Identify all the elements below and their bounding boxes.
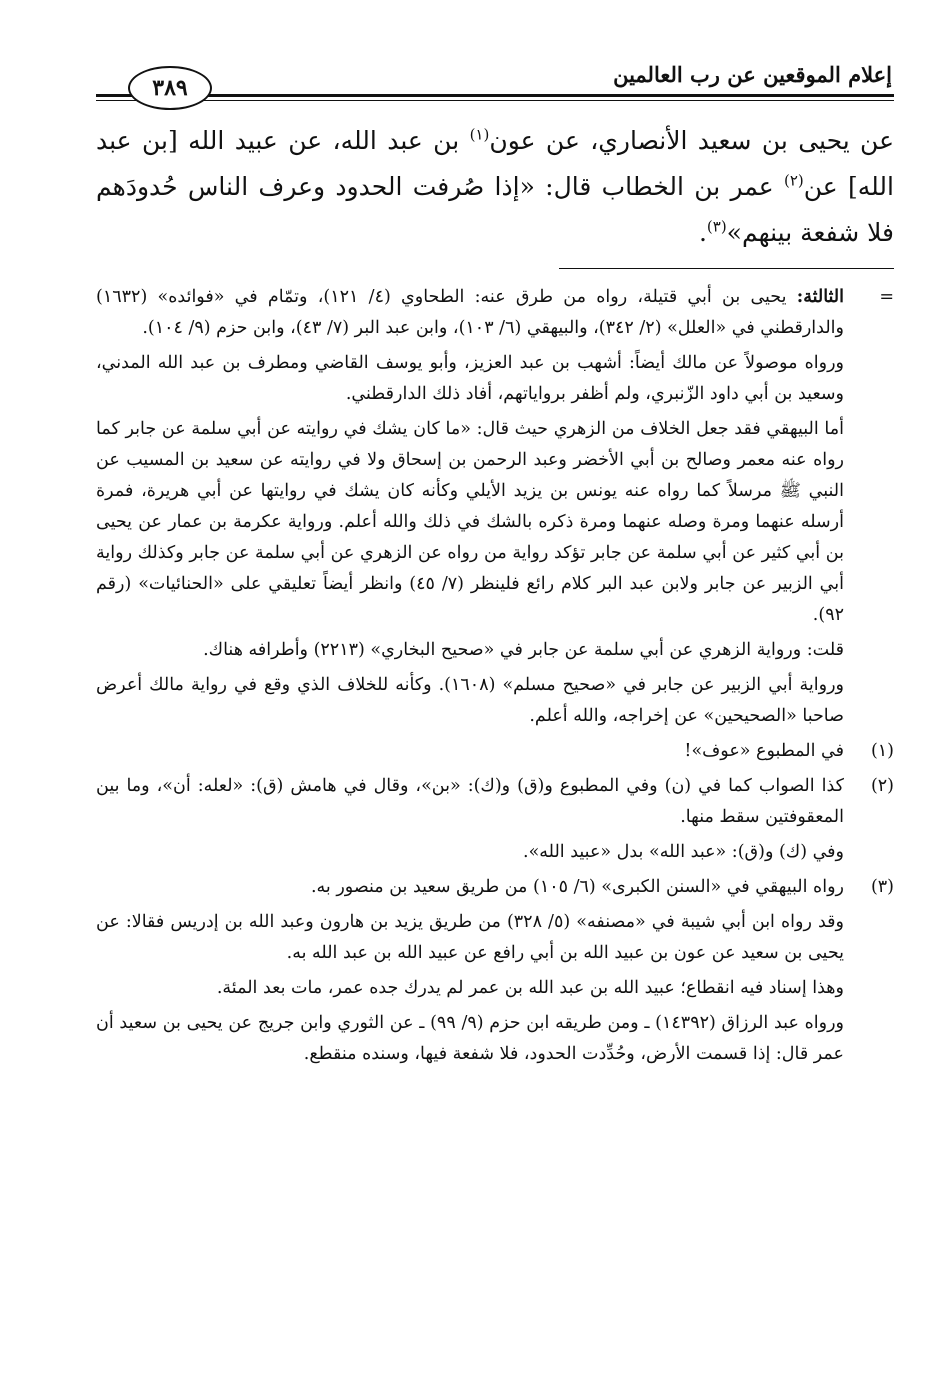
footnote-number: (٣) (870, 877, 894, 897)
footnote-paragraph: ورواية أبي الزبير عن جابر في «صحيح مسلم» (١٦٠٨). وكأنه للخلاف الذي وقع في رواية مالك أعرض صاحبا «الصحيحين» عن إخراجه، والله أعلم. (96, 675, 844, 726)
continuation-mark: = (879, 287, 894, 307)
main-paragraph (96, 118, 894, 256)
running-header-title: إعلام الموقعين عن رب العالمين (613, 62, 892, 87)
third-text: يحيى بن أبي قتيلة، رواه من طرق عنه: الطحاوي (٤/ ١٢١)، وتمّام في «فوائده» (١٦٣٢) والدارقطني في «العلل» (٢/ ٣٤٢)، والبيهقي (٦/ ١٠٣)، وابن عبد البر (٧/ ٤٣)، وابن حزم (٩/ ١٠٤). (96, 287, 844, 338)
footnote-continuation (96, 282, 894, 344)
footnote-paragraph: ورواه موصولاً عن مالك أيضاً: أشهب بن عبد العزيز، وأبو يوسف القاضي ومطرف بن عبد الله المدني، وسعيد بن أبي داود الزّنبري، ولم أظفر برواياتهم، أفاد ذلك الدارقطني. (96, 353, 844, 404)
footnote-text: كذا الصواب كما في (ن) وفي المطبوع و(ق) و(ك): «بن»، وقال في هامش (ق): «لعله: أن»، وما بين المعقوفتين سقط منها. (96, 776, 844, 827)
page-number (128, 66, 212, 110)
header-rule (96, 94, 894, 97)
footnote-ref-2: (٢) (783, 171, 804, 190)
main-text (96, 118, 894, 256)
main-text-end: . (698, 218, 707, 247)
footnote-3 (96, 872, 894, 903)
footnote-ref-1: (١) (469, 125, 490, 144)
page-number-text: ٣٨٩ (152, 75, 188, 101)
footnote-paragraph: وهذا إسناد فيه انقطاع؛ عبيد الله بن عبد الله بن عمر لم يدرك جده عمر، مات بعد المئة. (216, 978, 844, 998)
footnote-paragraph: وقد رواه ابن أبي شيبة في «مصنفه» (٥/ ٣٢٨) من طريق يزيد بن هارون وعبد الله بن إدريس فقالا: عن يحيى بن سعيد عن عون بن عبيد الله بن أبي رافع عن عبيد الله بن عبد الله به. (96, 912, 844, 963)
main-text-part1: عن يحيى بن سعيد الأنصاري، عن عون (489, 126, 895, 155)
footnote-1 (96, 736, 894, 767)
footnote-paragraph: قلت: ورواية الزهري عن أبي سلمة عن جابر في «صحيح البخاري» (٢٢١٣) وأطرافه هناك. (203, 640, 844, 660)
header-rule-thin (96, 100, 894, 101)
main-text-part2: بن عبد الله، عن عبيد الله [بن عبد الله] عن (96, 126, 894, 201)
footnote-text: في المطبوع «عوف»! (684, 741, 844, 761)
footnote-number: (١) (870, 741, 894, 761)
footnote-paragraph: ورواه عبد الرزاق (١٤٣٩٢) ـ ومن طريقه ابن حزم (٩/ ٩٩) ـ عن الثوري وابن جريج عن يحيى بن سعيد أن عمر قال: إذا قسمت الأرض، وحُدِّدت الحدود، فلا شفعة فيها، وسنده منقطع. (96, 1013, 844, 1064)
footnote-ref-3: (٣) (706, 217, 727, 236)
main-text-part3: عمر بن الخطاب قال: «إذا صُرفت الحدود وعرف الناس حُدودَهم فلا شفعة بينهم» (96, 172, 894, 247)
footnote-separator (559, 268, 894, 269)
footnote-text: رواه البيهقي في «السنن الكبرى» (٦/ ١٠٥) من طريق سعيد بن منصور به. (310, 877, 844, 897)
footnote-2 (96, 771, 894, 833)
third-label: الثالثة: (796, 287, 844, 307)
footnote-number: (٢) (870, 776, 894, 796)
footnote-paragraph: وفي (ك) و(ق): «عبد الله» بدل «عبيد الله». (523, 842, 844, 862)
footnotes (96, 282, 894, 1074)
footnote-paragraph: أما البيهقي فقد جعل الخلاف من الزهري حيث قال: «ما كان يشك في روايته عن أبي سلمة عن جابر كما رواه عنه معمر وصالح بن أبي الأخضر وعبد الرحمن بن إسحاق ولا في روايته عن سعيد بن المسيب عن النبي ﷺ مرسلاً كما رواه عنه يونس بن يزيد الأيلي وكأنه كان يشك في روايتها عن أبي هريرة، فمرة أرسله عنهما ومرة وصله عنهما ومرة ذكره بالشك في ذلك والله أعلم. ورواية عكرمة بن عمار عن يحيى بن أبي كثير عن أبي سلمة عن جابر تؤكد رواية من رواه عن الزهري عن أبي سلمة عن جابر وكذلك رواية أبي الزبير عن جابر ولابن عبد البر كلام رائع فلينظر (٧/ ٤٥) وانظر أيضاً تعليقي على «الحنائيات» (رقم ٩٢). (96, 419, 844, 625)
